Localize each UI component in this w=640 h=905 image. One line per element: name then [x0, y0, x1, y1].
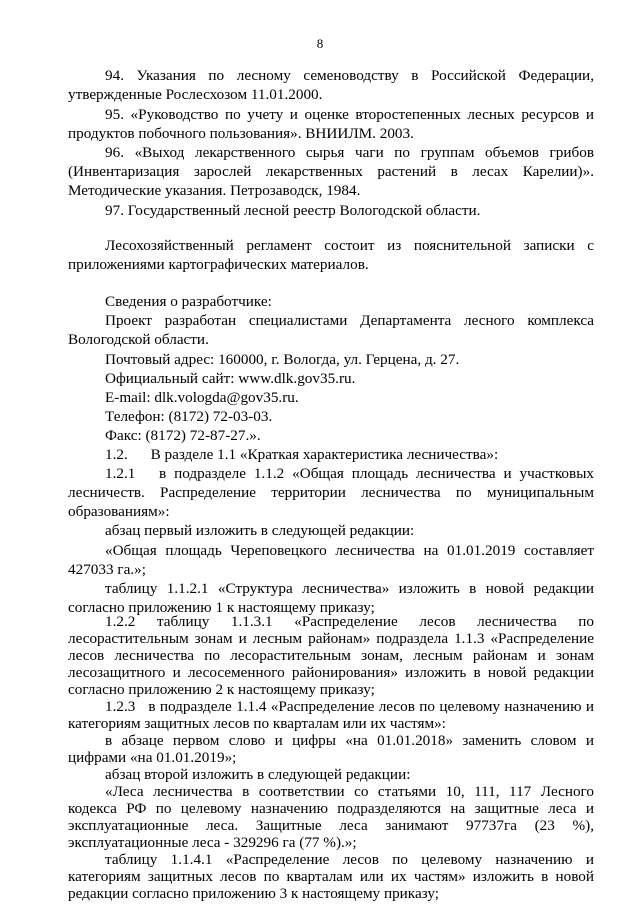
- text-line: (Инвентаризация зарослей лекарственных растений в лесах Карелии)».: [68, 163, 594, 180]
- text-line: лесничеств. Распределение территории лесничества по муниципальным: [68, 484, 594, 501]
- text-line: 1.2.1 в подразделе 1.1.2 «Общая площадь лесничества и участковых: [105, 465, 594, 482]
- text-line: абзац второй изложить в следующей редакции:: [105, 766, 411, 783]
- text-line: 427033 га.»;: [68, 561, 146, 578]
- text-line: категориям защитных лесов по кварталам или их частям»:: [68, 715, 446, 732]
- text-line: Лесохозяйственный регламент состоит из пояснительной записки с: [105, 237, 594, 254]
- text-line: Сведения о разработчике:: [105, 293, 272, 310]
- text-line: Телефон: (8172) 72-03-03.: [105, 408, 273, 425]
- text-line: Проект разработан специалистами Департамента лесного комплекса: [105, 312, 594, 329]
- text-line: в абзаце первом слово и цифры «на 01.01.2018» заменить словом и: [105, 732, 594, 749]
- text-line: согласно приложению 1 к настоящему приказу;: [68, 599, 375, 616]
- text-line: таблицу 1.1.4.1 «Распределение лесов по целевому назначению и: [105, 851, 594, 868]
- text-line: Официальный сайт: www.dlk.gov35.ru.: [105, 370, 356, 387]
- text-line: «Леса лесничества в соответствии со статьями 10, 111, 117 Лесного: [105, 783, 594, 800]
- text-line: утвержденные Рослесхозом 11.01.2000.: [68, 86, 323, 103]
- text-line: образованиям»:: [68, 503, 170, 520]
- text-line: лесорастительным зонам и лесным районам» подраздела 1.1.3 «Распределение: [68, 630, 594, 647]
- text-line: продуктов побочного пользования». ВНИИЛМ. 2003.: [68, 125, 414, 142]
- text-line: Методические указания. Петрозаводск, 1984.: [68, 182, 361, 199]
- text-line: Почтовый адрес: 160000, г. Вологда, ул. Герцена, д. 27.: [105, 351, 460, 368]
- text-line: эксплуатационные леса - 329296 га (77 %).»;: [68, 834, 357, 851]
- text-line: 97. Государственный лесной реестр Вологодской области.: [105, 202, 481, 219]
- text-line: «Общая площадь Череповецкого лесничества на 01.01.2019 составляет: [105, 542, 594, 559]
- text-line: E-mail: dlk.vologda@gov35.ru.: [105, 389, 299, 406]
- text-line: 96. «Выход лекарственного сырья чаги по группам объемов грибов: [105, 144, 594, 161]
- text-line: цифрами «на 01.01.2019»;: [68, 749, 237, 766]
- text-line: приложениями картографических материалов.: [68, 256, 369, 273]
- text-line: категориям защитных лесов по кварталам или их частям» изложить в новой: [68, 868, 594, 885]
- text-line: 94. Указания по лесному семеноводству в Российской Федерации,: [105, 67, 594, 84]
- text-line: Факс: (8172) 72-87-27.».: [105, 427, 261, 444]
- text-line: 1.2.3 в подразделе 1.1.4 «Распределение лесов по целевому назначению и: [105, 698, 594, 715]
- text-line: таблицу 1.1.2.1 «Структура лесничества» изложить в новой редакции: [105, 580, 594, 597]
- text-line: абзац первый изложить в следующей редакции:: [105, 522, 415, 539]
- text-line: лесозащитного и лесосеменного районирования» изложить в новой редакции: [68, 664, 594, 681]
- text-line: Вологодской области.: [68, 331, 209, 348]
- text-line: кодекса РФ по целевому назначению подразделяются на защитные леса и: [68, 800, 594, 817]
- text-line: 1.2.2 таблицу 1.1.3.1 «Распределение лесов лесничества по: [105, 613, 594, 630]
- text-line: 95. «Руководство по учету и оценке второстепенных лесных ресурсов и: [105, 106, 594, 123]
- page-number: 8: [316, 36, 324, 51]
- text-line: 1.2. В разделе 1.1 «Краткая характеристика лесничества»:: [105, 446, 499, 463]
- text-line: редакции согласно приложению 3 к настоящему приказу;: [68, 885, 439, 902]
- text-line: эксплуатационные леса. Защитные леса занимают 97737га (23 %),: [68, 817, 594, 834]
- text-line: лесов лесничества по лесорастительным зонам, лесным районам и зонам: [68, 647, 594, 664]
- text-line: согласно приложению 2 к настоящему приказу;: [68, 681, 375, 698]
